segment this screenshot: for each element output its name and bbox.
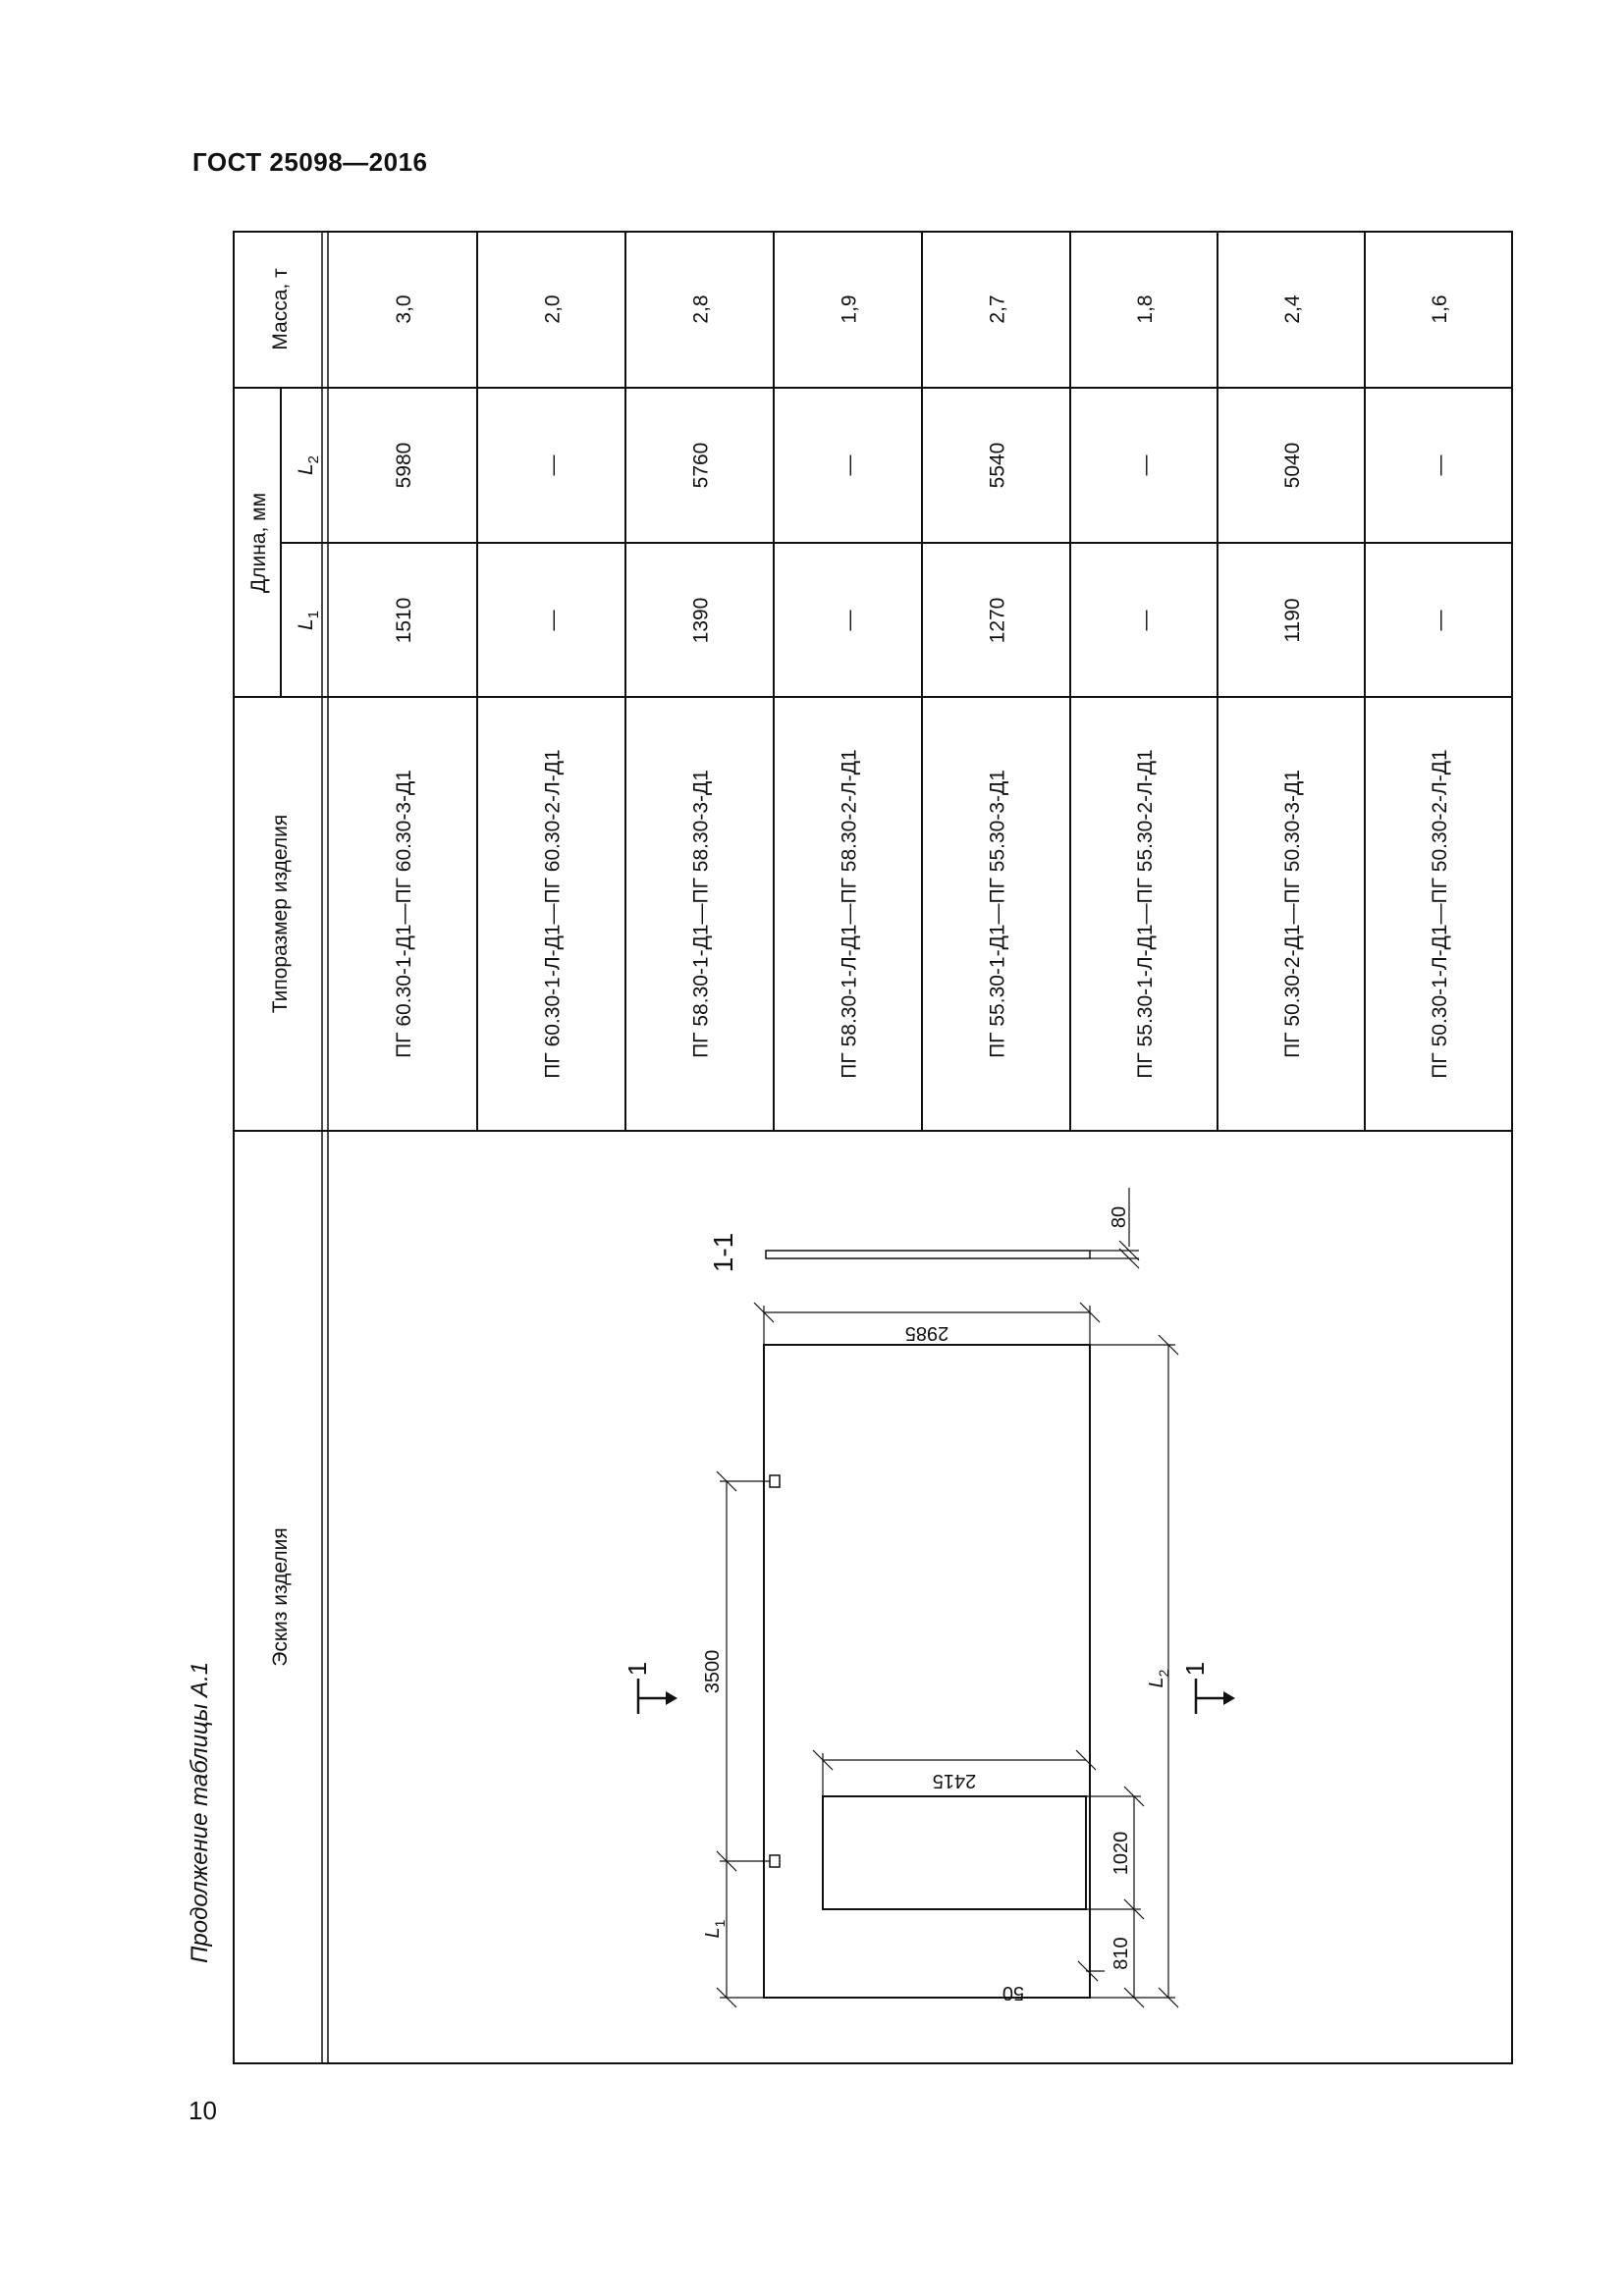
dim-1020: 1020 — [1110, 1831, 1132, 1876]
sketch-labels — [623, 1206, 1210, 2003]
header-type: Типоразмер изделия — [269, 814, 292, 1014]
cell-l2: — — [541, 454, 565, 476]
cell-l1: 1270 — [986, 597, 1009, 644]
cell-l2: — — [1429, 454, 1451, 476]
section-mark-right: 1 — [1180, 1661, 1210, 1677]
header-mass: Масса, т — [269, 268, 292, 350]
section-profile — [766, 1251, 1090, 1258]
dim-80: 80 — [1109, 1205, 1130, 1229]
table-grid — [234, 232, 1512, 2063]
cell-l2: 5760 — [689, 442, 713, 489]
panel-opening — [823, 1796, 1086, 1909]
dim-l2: $L_2$ — [1146, 1669, 1171, 1688]
cell-l1: — — [1429, 610, 1451, 631]
dim-l1: $L_1$ — [702, 1919, 728, 1939]
cell-mass: 2,0 — [541, 294, 565, 324]
cell-l2: 5980 — [393, 442, 415, 489]
section-label: 1-1 — [708, 1232, 738, 1273]
lifting-lug — [770, 1855, 780, 1867]
dim-3500: 3500 — [702, 1649, 724, 1694]
lifting-lug — [770, 1475, 780, 1487]
cell-mass: 1,9 — [838, 294, 861, 324]
cell-mass: 3,0 — [393, 294, 415, 324]
product-sketch — [638, 1188, 1235, 2007]
cell-l2: 5040 — [1281, 442, 1304, 489]
cell-l1: — — [1134, 610, 1157, 631]
header-sketch: Эскиз изделия — [269, 1527, 292, 1667]
cell-mass: 2,7 — [986, 294, 1009, 324]
page-number: 10 — [189, 2096, 217, 2125]
cell-l2: — — [1134, 454, 1157, 476]
cell-type: ПГ 58.30-1-Л-Д1—ПГ 58.30-2-Л-Д1 — [838, 749, 861, 1079]
cell-type: ПГ 60.30-1-Л-Д1—ПГ 60.30-2-Л-Д1 — [541, 749, 565, 1079]
cell-mass: 2,4 — [1281, 294, 1304, 324]
cell-mass: 1,8 — [1134, 294, 1157, 324]
cell-type: ПГ 50.30-1-Л-Д1—ПГ 50.30-2-Л-Д1 — [1429, 749, 1451, 1079]
cell-type: ПГ 55.30-1-Д1—ПГ 55.30-3-Д1 — [986, 770, 1009, 1058]
cell-l2: — — [838, 454, 861, 476]
cell-type: ПГ 58.30-1-Д1—ПГ 58.30-3-Д1 — [689, 770, 713, 1058]
dimension-lines — [717, 1188, 1178, 2007]
dim-50: 50 — [1001, 1982, 1025, 2003]
cell-type: ПГ 60.30-1-Д1—ПГ 60.30-3-Д1 — [393, 770, 415, 1058]
cell-type: ПГ 55.30-1-Л-Д1—ПГ 55.30-2-Л-Д1 — [1134, 749, 1157, 1079]
document-header: ГОСТ 25098—2016 — [192, 147, 428, 177]
cell-l1: — — [838, 610, 861, 631]
table-caption: Продолжение таблицы А.1 — [187, 1661, 213, 1963]
cell-mass: 2,8 — [689, 294, 713, 324]
cell-l1: 1190 — [1281, 598, 1304, 643]
dim-2985: 2985 — [904, 1322, 949, 1344]
header-l2: $L_2$ — [295, 454, 322, 476]
dim-2415: 2415 — [932, 1770, 977, 1791]
table-headers — [247, 268, 322, 1667]
header-length: Длина, мм — [247, 492, 270, 594]
header-l1: $L_1$ — [295, 610, 322, 631]
dim-810: 810 — [1110, 1937, 1132, 1970]
panel-outline — [764, 1345, 1090, 1998]
cell-mass: 1,6 — [1429, 294, 1451, 324]
cell-type: ПГ 50.30-2-Д1—ПГ 50.30-3-Д1 — [1281, 770, 1304, 1058]
cell-l1: — — [541, 610, 565, 631]
section-mark-left: 1 — [623, 1661, 652, 1677]
cell-l1: 1510 — [393, 597, 415, 644]
cell-l2: 5540 — [986, 442, 1009, 489]
cell-l1: 1390 — [689, 597, 713, 644]
